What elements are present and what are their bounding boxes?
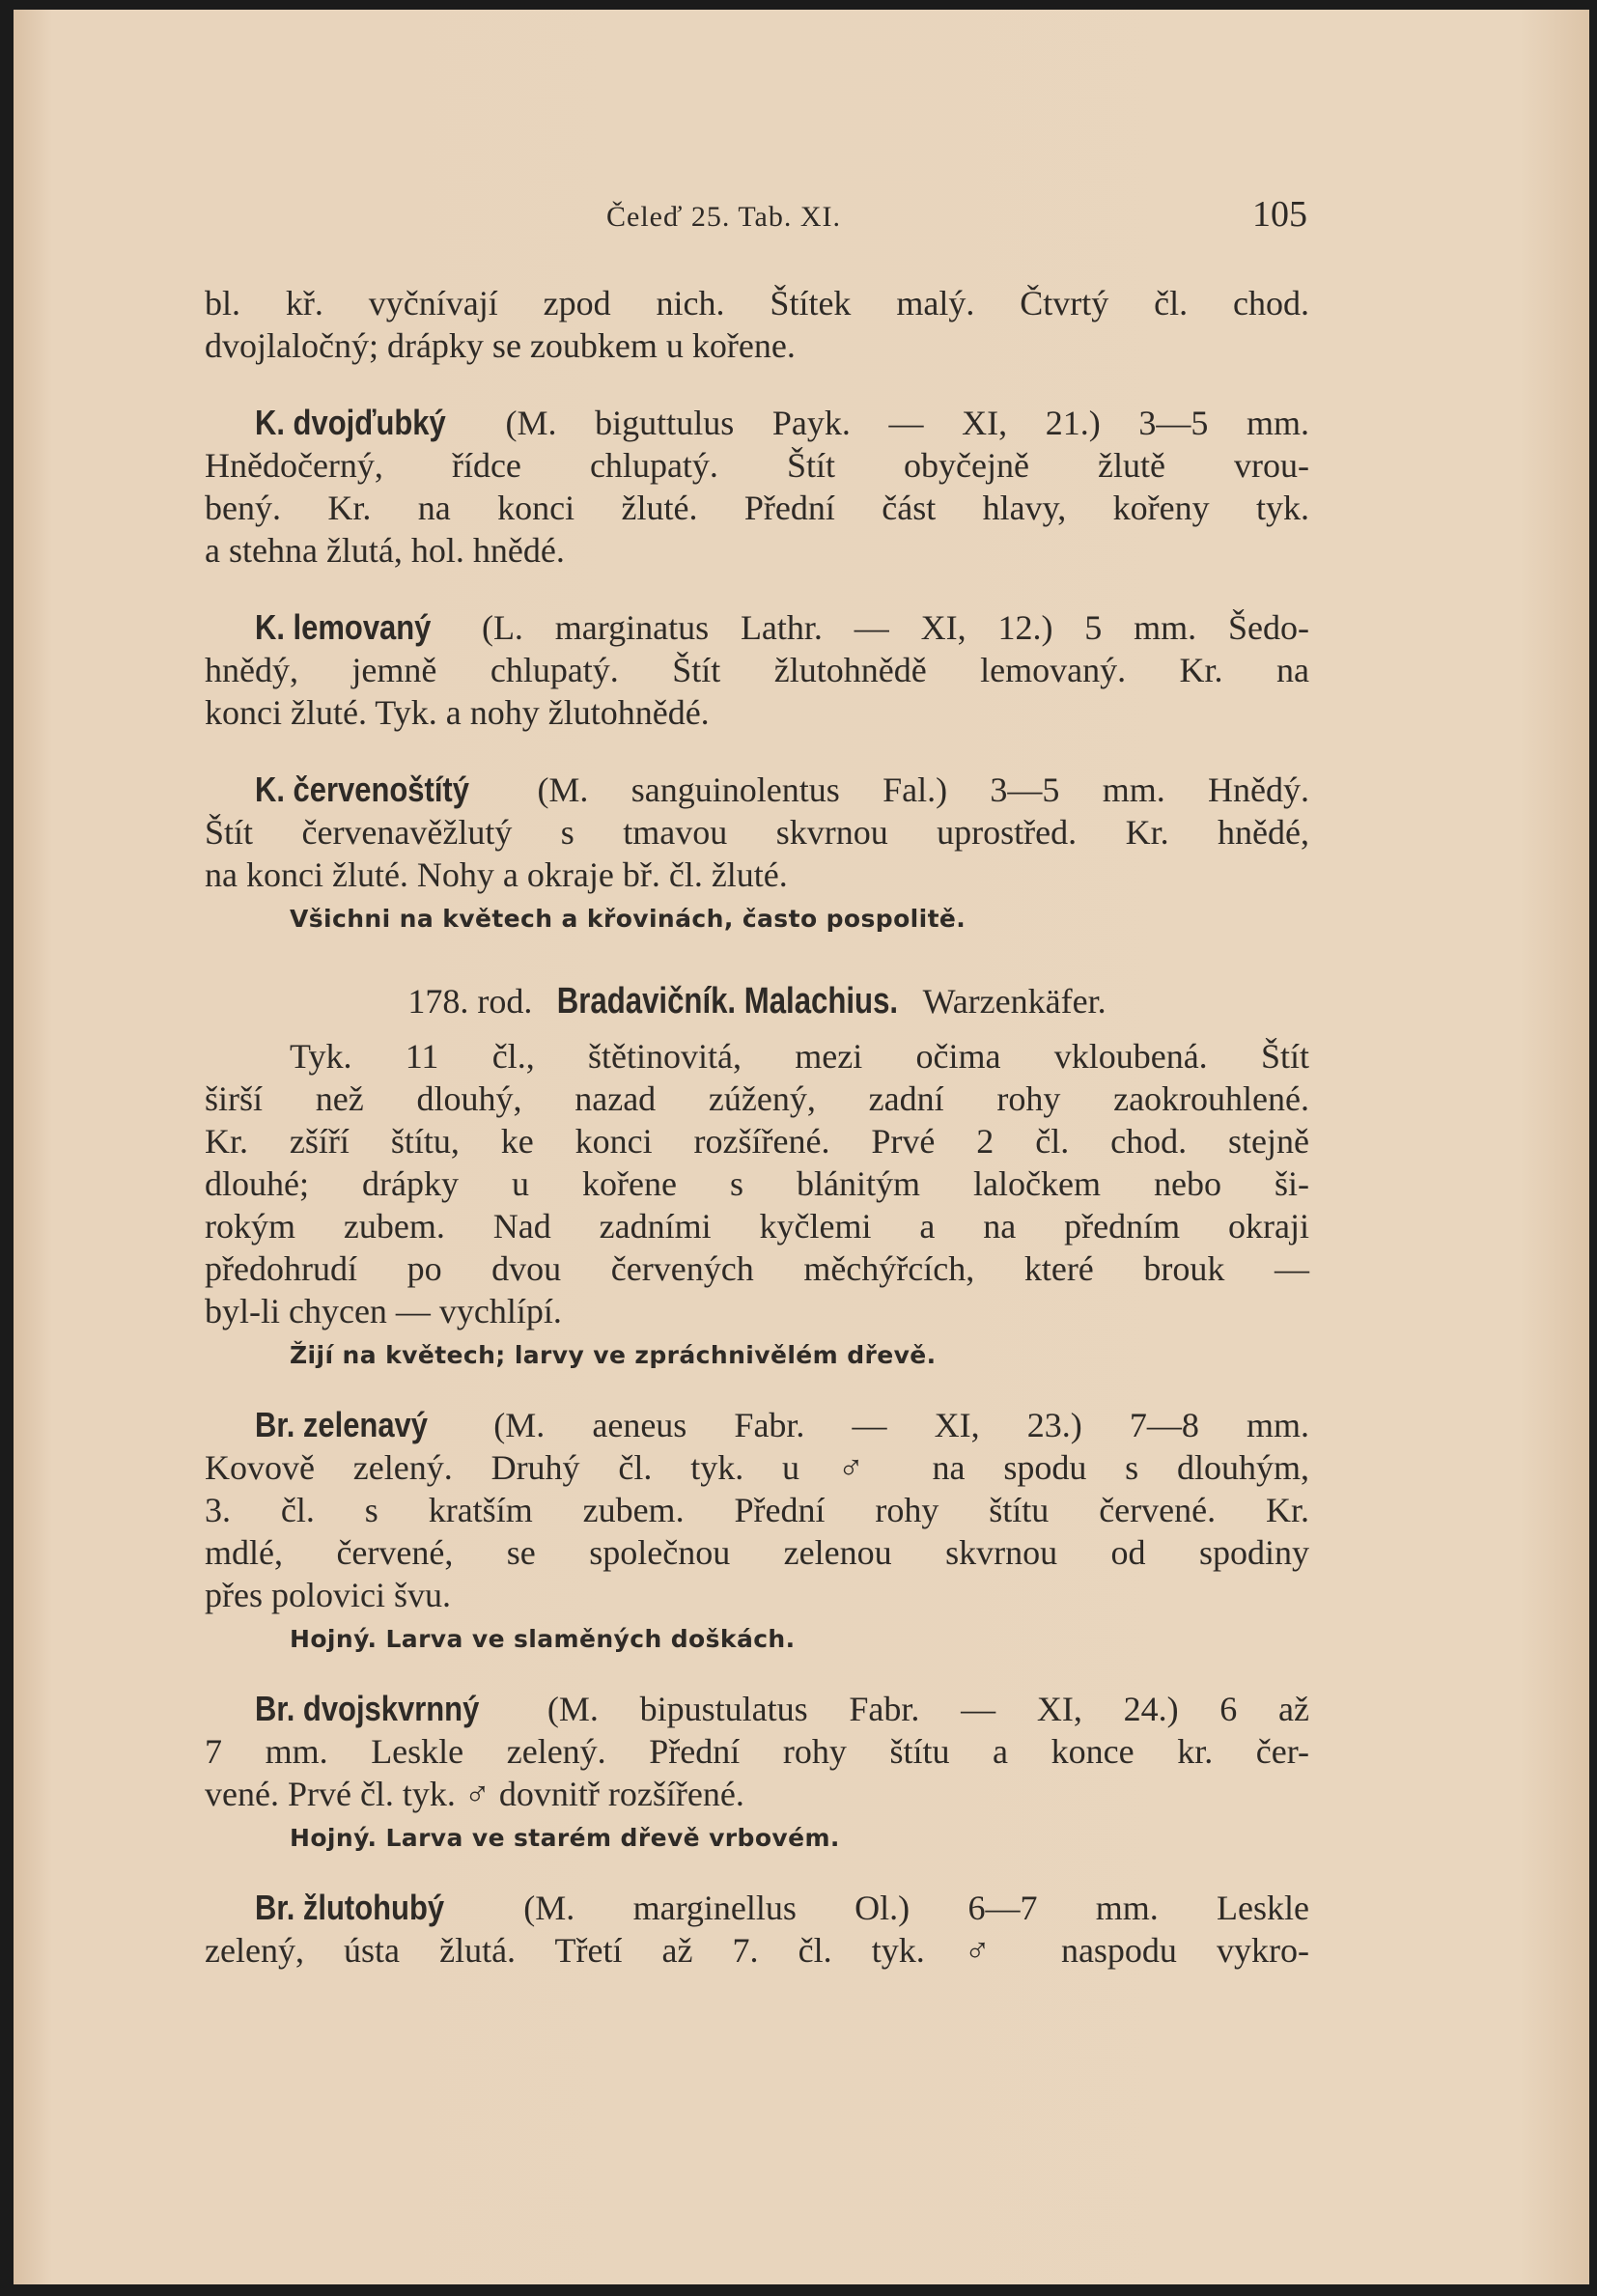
species-entry: K. červenoštítý (M. sanguinolentus Fal.) 3—5 mm. Hnědý. Štít červenavěžlutý s tmavou skvrnou uprostřed. Kr. hnědé, na konci žluté. Nohy a okraje bř. čl. žluté. [205, 770, 1310, 894]
species-name: K. lemovaný [255, 607, 432, 647]
intro-paragraph: bl. kř. vyčnívají zpod nich. Štítek malý. Čtvrtý čl. chod. dvojlaločný; drápky se zoubkem u kořene. [205, 284, 1309, 365]
species-name: K. červenoštítý [255, 770, 469, 809]
species-name: K. dvojďubký [255, 403, 446, 442]
genus-description: Tyk. 11 čl., štětinovitá, mezi očima vkloubená. Štít širší než dlouhý, nazad zúžený, zadní rohy zaokrouhlené. Kr. zšíří štítu, ke konci rozšířené. Prvé 2 čl. chod. stejně dlouhé; drápky u kořene s blánitým laločkem nebo ši- rokým zubem. Nad zadními kyčlemi a na předním okraji předohrudí po dvou červených měchýřcích, které brouk — byl-li chycen — vychlípí. [205, 1037, 1309, 1330]
page-number: 105 [1252, 194, 1307, 235]
species-entry: Br. žlutohubý (M. marginellus Ol.) 6—7 mm. Leskle zelený, ústa žlutá. Třetí až 7. čl. tyk. ♂ naspodu vykro- [205, 1888, 1310, 1970]
species-entry: Br. dvojskvrnný (M. bipustulatus Fabr. — XI, 24.) 6 až 7 mm. Leskle zelený. Přední rohy štítu a konce kr. čer- vené. Prvé čl. tyk. ♂ dovnitř rozšířené. [205, 1689, 1310, 1813]
habitat-note: Hojný. Larva ve starém dřevě vrbovém. [290, 1824, 840, 1852]
book-page [14, 10, 1589, 2284]
species-entry: K. lemovaný (L. marginatus Lathr. — XI, 12.) 5 mm. Šedo- hnědý, jemně chlupatý. Štít žlutohnědě lemovaný. Kr. na konci žluté. Tyk. a nohy žlutohnědé. [205, 607, 1310, 732]
genus-heading: 178. rod. Bradavičník. Malachius. Warzenkäfer. [205, 977, 1309, 1025]
habitat-note: Všichni na květech a křovinách, často pospolitě. [290, 905, 967, 933]
species-name: Br. dvojskvrnný [255, 1689, 480, 1728]
habitat-note: Hojný. Larva ve slaměných doškách. [290, 1625, 796, 1653]
page-content [205, 282, 1309, 1972]
page-header [207, 193, 1307, 241]
habitat-note: Žijí na květech; larvy ve zpráchnivělém dřevě. [290, 1341, 937, 1369]
genus-german-name: Warzenkäfer. [922, 982, 1107, 1021]
species-entry: Br. zelenavý (M. aeneus Fabr. — XI, 23.) 7—8 mm. Kovově zelený. Druhý čl. tyk. u ♂ na spodu s dlouhým, 3. čl. s kratším zubem. Přední rohy štítu červené. Kr. mdlé, červené, se společnou zelenou skvrnou od spodiny přes polovici švu. [205, 1405, 1309, 1614]
species-name: Br. zelenavý [255, 1405, 428, 1444]
species-entry: K. dvojďubký (M. biguttulus Payk. — XI, 21.) 3—5 mm. Hnědočerný, řídce chlupatý. Štít obyčejně žlutě vrou- bený. Kr. na konci žluté. Přední část hlavy, kořeny tyk. a stehna žlutá, hol. hnědé. [205, 403, 1309, 570]
running-title: Čeleď 25. Tab. XI. [606, 201, 842, 233]
species-name: Br. žlutohubý [255, 1888, 445, 1927]
genus-name: Bradavičník. Malachius. [557, 981, 899, 1022]
